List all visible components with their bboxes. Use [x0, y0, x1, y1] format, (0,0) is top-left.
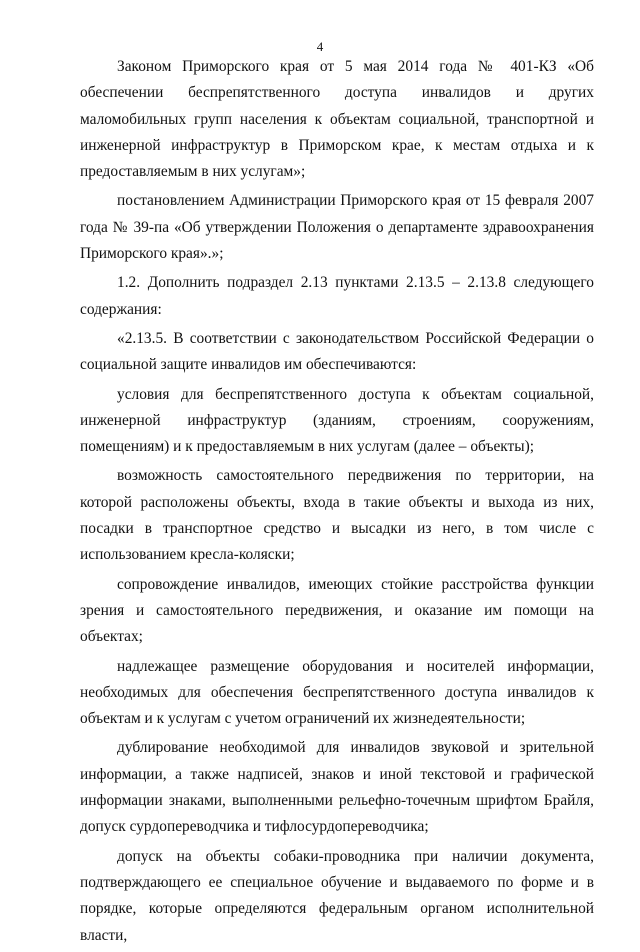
- paragraph-escort: сопровождение инвалидов, имеющих стойкие расстройства функции зрения и самостоятельного передвижения, и оказание им помощи на объектах;: [80, 575, 594, 646]
- paragraph-equipment-placement: надлежащее размещение оборудования и носителей информации, необходимых для обеспечения беспрепятственного доступа инвалидов к объектам и к услугам с учетом ограничений их жизнедеятельности;: [80, 657, 594, 728]
- page-number: 4: [316, 39, 324, 54]
- paragraph-resolution-reference: постановлением Администрации Приморского края от 15 февраля 2007 года № 39-па «Об утверждении Положения о департаменте здравоохранения Приморского края».»;: [80, 192, 594, 263]
- paragraph-amendment-1-2: 1.2. Дополнить подраздел 2.13 пунктами 2.13.5 – 2.13.8 следующего содержания:: [80, 274, 594, 318]
- paragraph-law-reference: Законом Приморского края от 5 мая 2014 года № 401-КЗ «Об обеспечении беспрепятственного доступа инвалидов и других маломобильных групп населения к объектам социальной, транспортной и инженерной инфраструктур в Приморском крае, к местам отдыха и к предоставляемым в них услугам»;: [80, 58, 594, 181]
- paragraph-independent-movement: возможность самостоятельного передвижения по территории, на которой расположены объекты, входа в такие объекты и выхода из них, посадки в транспортное средство и высадки из него, в том числе с использованием кресла-коляски;: [80, 467, 594, 564]
- document-body: [80, 54, 594, 952]
- paragraph-access-conditions: условия для беспрепятственного доступа к объектам социальной, инженерной инфраструктур (зданиям, строениям, сооружениям, помещениям) и к предоставляемым в них услугам (далее – объекты);: [80, 385, 594, 456]
- paragraph-clause-2-13-5: «2.13.5. В соответствии с законодательством Российской Федерации о социальной защите инвалидов им обеспечиваются:: [80, 329, 594, 374]
- paragraph-guide-dog: допуск на объекты собаки-проводника при наличии документа, подтверждающего ее специальное обучение и выдаваемого по форме и в порядке, которые определяются федеральным органом исполнительной власти,: [80, 847, 594, 944]
- paragraph-information-duplication: дублирование необходимой для инвалидов звуковой и зрительной информации, а также надписей, знаков и иной текстовой и графической информации знаками, выполненными рельефно-точечным шрифтом Брайля, допуск сурдопереводчика и тифлосурдопереводчика;: [80, 739, 594, 836]
